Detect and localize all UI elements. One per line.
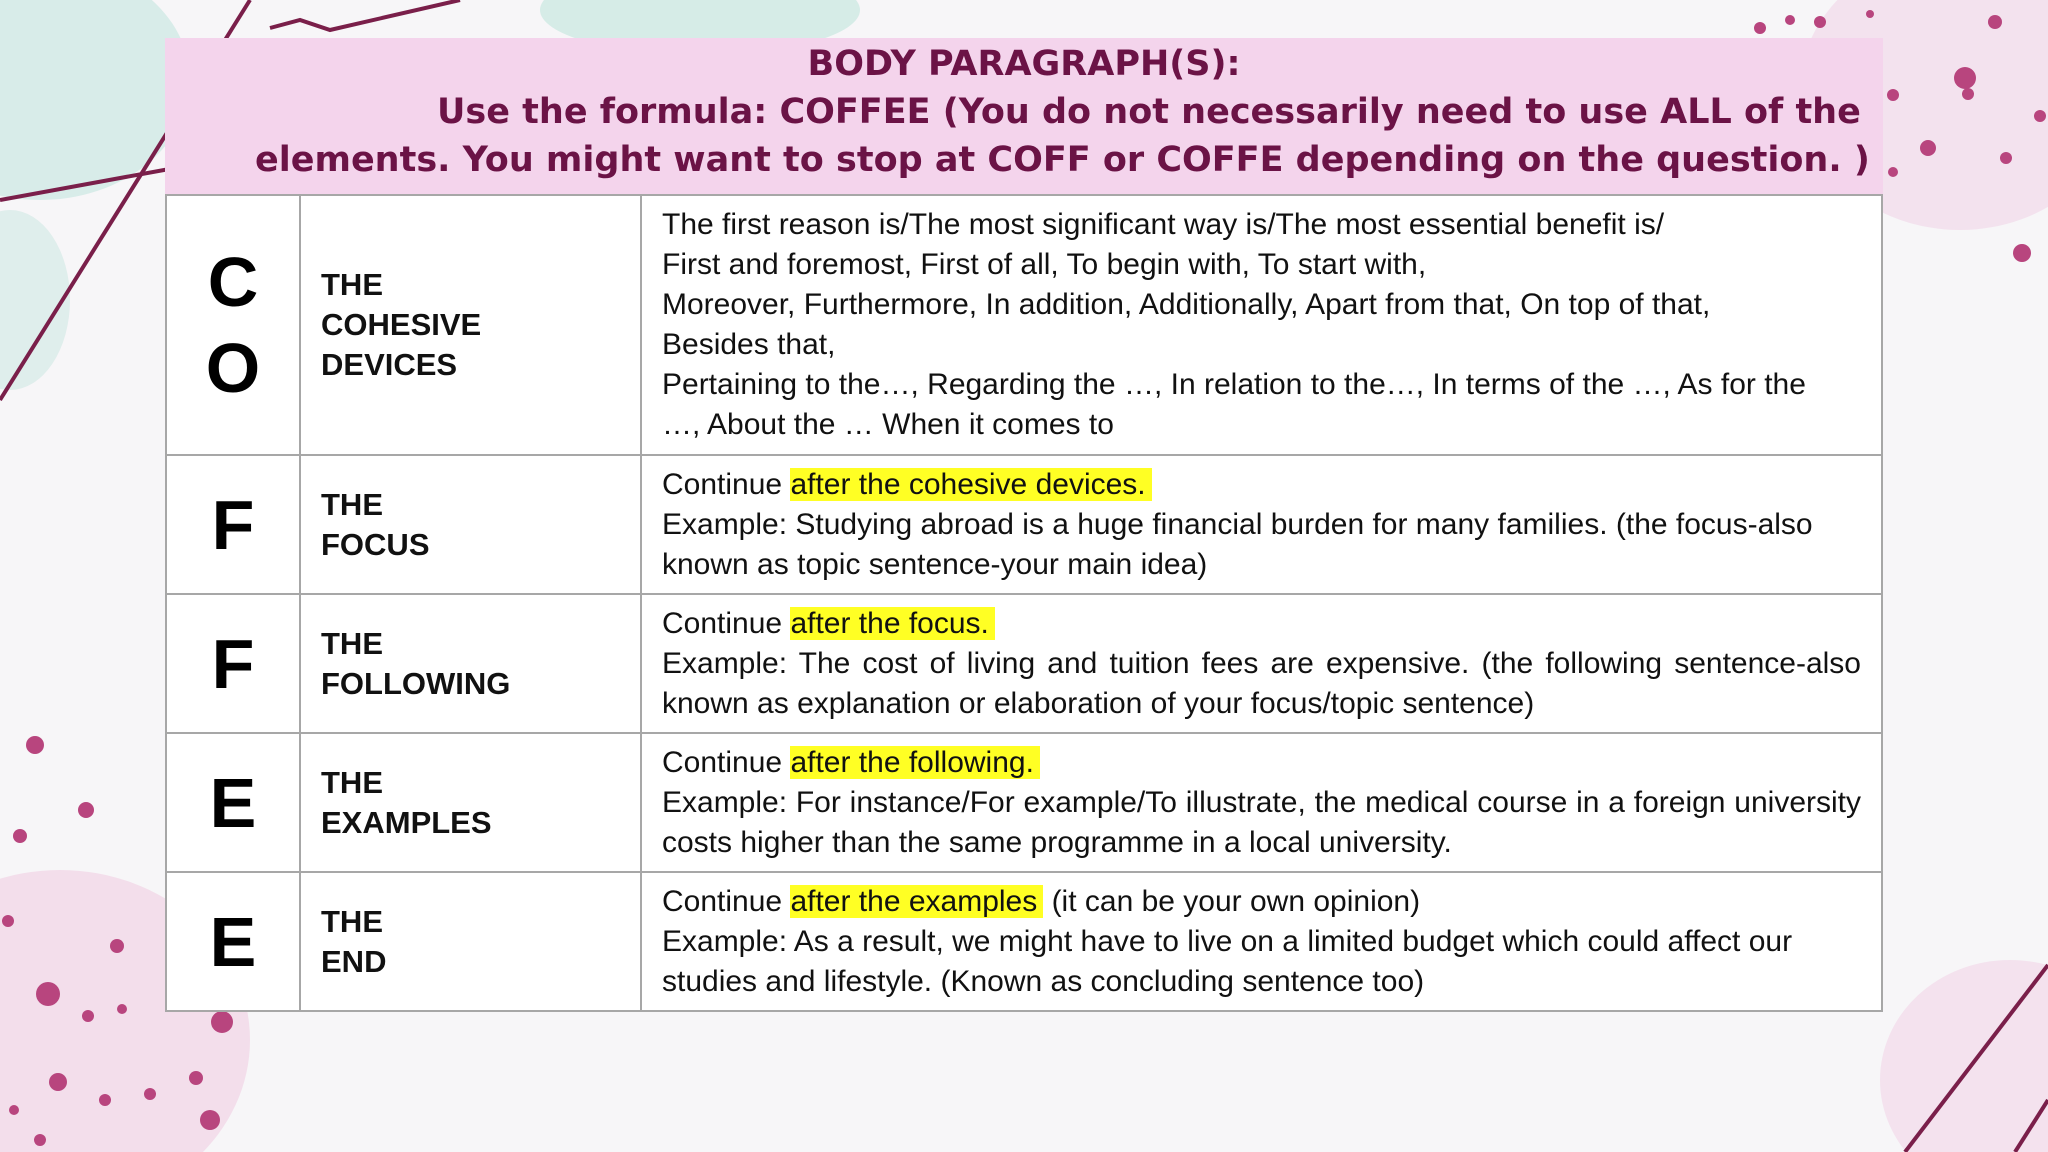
row-name-line: THE: [321, 764, 383, 800]
continue-line: [662, 743, 1861, 783]
row-name-line: COHESIVE: [321, 307, 482, 342]
description-line: Pertaining to the…, Regarding the …, In relation to the…, In terms of the …, As for the: [662, 368, 1806, 401]
description-line: First and foremost, First of all, To begin with, To start with,: [662, 248, 1427, 281]
row-name-line: DEVICES: [321, 347, 458, 382]
continue-line: [662, 465, 1861, 505]
continue-text: Continue: [662, 745, 791, 779]
description-line: …, About the … When it comes to: [662, 408, 1114, 441]
row-name: [300, 594, 641, 733]
highlighted-text: after the examples: [790, 885, 1043, 918]
row-description: [641, 733, 1882, 872]
continue-text: Continue: [662, 606, 791, 640]
row-name-line: END: [321, 943, 387, 979]
highlighted-text: after the focus.: [790, 607, 994, 640]
row-description: [641, 872, 1882, 1011]
coffee-table: [165, 194, 1883, 1012]
row-name: [300, 872, 641, 1011]
row-name: [300, 455, 641, 594]
letter-o: O: [205, 329, 261, 407]
description-line: The first reason is/The most significant way is/The most essential benefit is/: [662, 208, 1665, 241]
row-name-line: THE: [321, 625, 383, 661]
table-row: [166, 872, 1882, 1011]
row-letter: [166, 195, 300, 455]
highlighted-text: after the cohesive devices.: [790, 468, 1151, 501]
header-note-line: elements. You might want to stop at COFF or COFFE depending on the question. ): [255, 140, 1870, 180]
header-formula-line: Use the formula: COFFEE (You do not necessarily need to use ALL of the: [437, 92, 1861, 132]
highlighted-text: after the following.: [790, 746, 1039, 779]
row-name-line: THE: [321, 486, 383, 522]
table-row: [166, 594, 1882, 733]
description-line: Moreover, Furthermore, In addition, Additionally, Apart from that, On top of that,: [662, 288, 1711, 321]
continue-line: [662, 604, 1861, 644]
table-row: [166, 455, 1882, 594]
example-text: Example: For instance/For example/To illustrate, the medical course in a foreign university costs higher than the same programme in a local university.: [662, 785, 1861, 859]
row-letter: F: [166, 594, 300, 733]
row-name-line: EXAMPLES: [321, 804, 492, 840]
continue-line: [662, 882, 1861, 922]
header-title: BODY PARAGRAPH(S):: [807, 44, 1241, 84]
continue-text: Continue: [662, 467, 791, 501]
row-name-line: FOCUS: [321, 526, 430, 562]
row-description: [641, 594, 1882, 733]
continue-suffix: (it can be your own opinion): [1043, 884, 1421, 918]
table-row: [166, 733, 1882, 872]
header-banner: [165, 38, 1883, 194]
example-text: Example: Studying abroad is a huge financial burden for many families. (the focus-also known as topic sentence-your main idea): [662, 507, 1813, 581]
row-letter: E: [166, 872, 300, 1011]
row-name-line: FOLLOWING: [321, 665, 511, 701]
description-line: Besides that,: [662, 328, 836, 361]
row-letter: F: [166, 455, 300, 594]
example-text: Example: As a result, we might have to live on a limited budget which could affect our studies and lifestyle. (Known as concluding sentence too): [662, 924, 1793, 998]
row-name-line: THE: [321, 267, 383, 302]
table-row: [166, 195, 1882, 455]
row-name: [300, 195, 641, 455]
row-letter: E: [166, 733, 300, 872]
row-name: [300, 733, 641, 872]
letter-c: C: [207, 243, 259, 321]
row-description: [641, 455, 1882, 594]
row-description: [641, 195, 1882, 455]
example-text: Example: The cost of living and tuition fees are expensive. (the following sentence-also known as explanation or elaboration of your focus/topic sentence): [662, 646, 1861, 720]
row-name-line: THE: [321, 903, 383, 939]
continue-text: Continue: [662, 884, 791, 918]
